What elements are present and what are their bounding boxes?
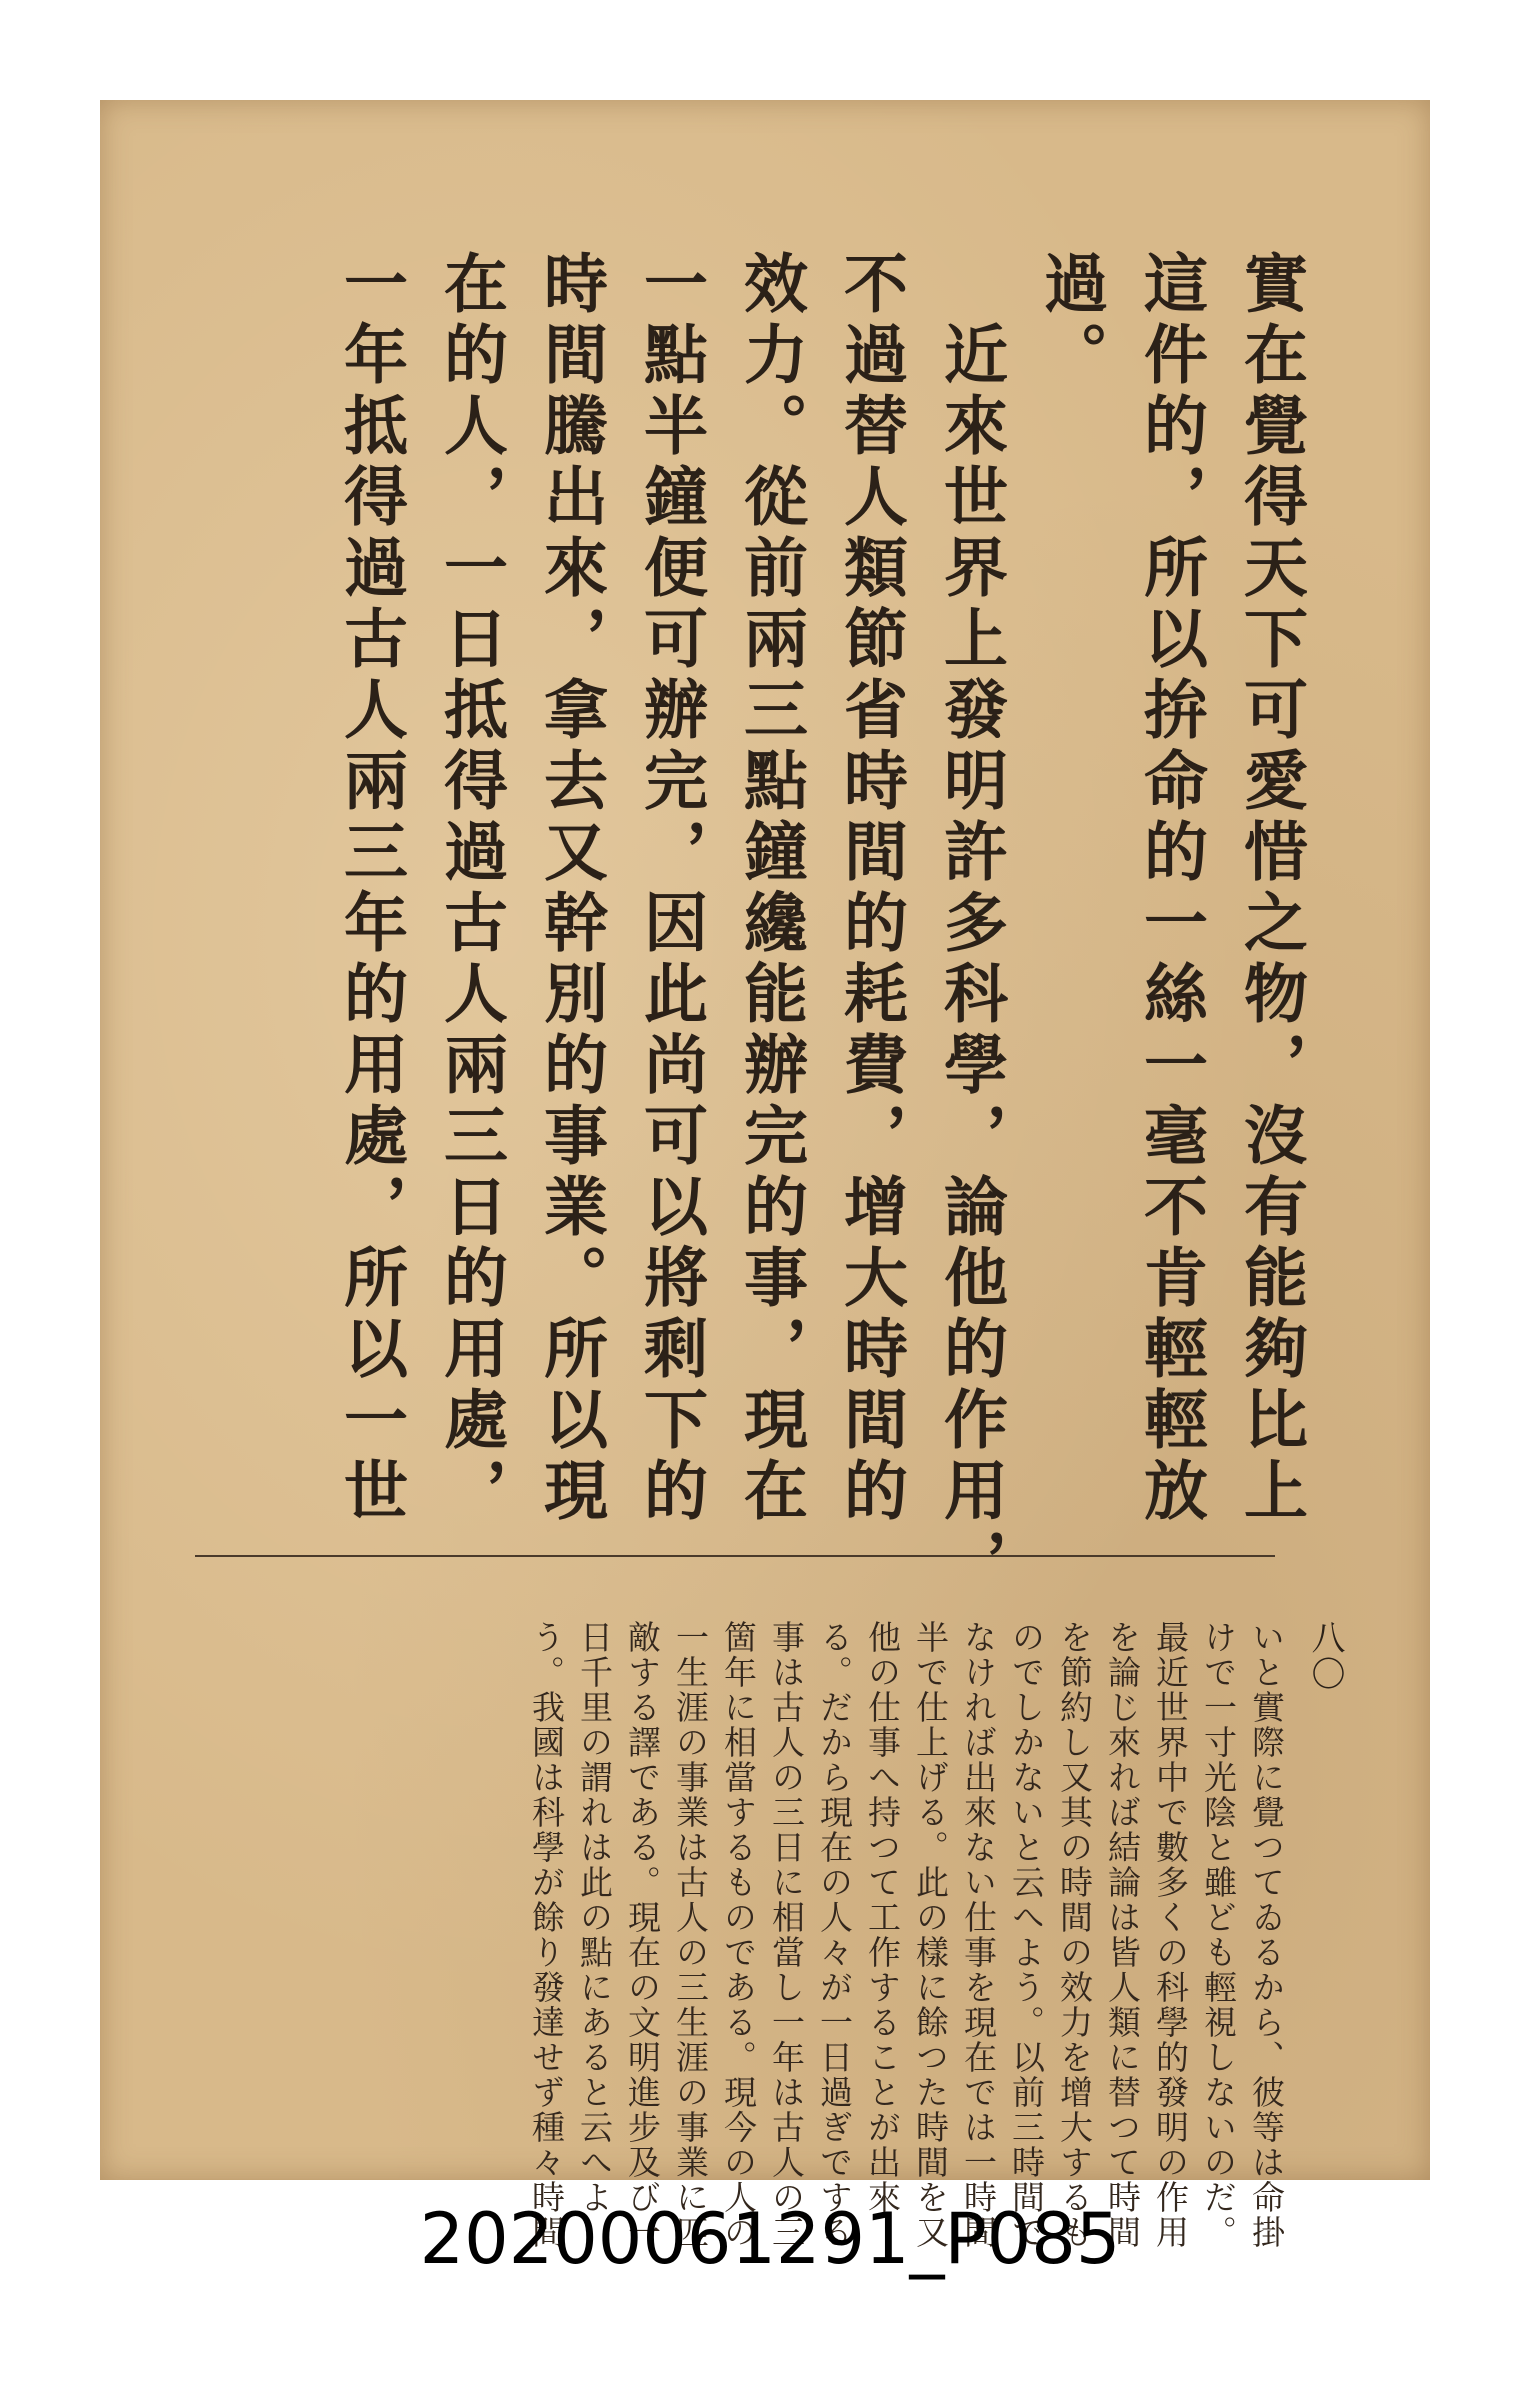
text-column: 效力。從前兩三點鐘纔能辦完的事，現在 bbox=[733, 250, 808, 1528]
divider-rule bbox=[195, 1555, 1275, 1557]
text-column: 一點半鐘便可辦完，因此尚可以將剩下的 bbox=[633, 250, 708, 1528]
translation-column: 一生涯の事業は古人の三生涯の事業に匹 bbox=[671, 1620, 710, 2250]
text-column: 一年抵得過古人兩三年的用處，所以一世 bbox=[333, 250, 408, 1528]
text-column: 過。 bbox=[1033, 250, 1108, 392]
image-caption: 20200061291_P085 bbox=[419, 2198, 1121, 2280]
translation-column: を論じ來れば結論は皆人類に替つて時間 bbox=[1103, 1620, 1142, 2250]
translation-column: 箇年に相當するものである。現今の人の bbox=[719, 1620, 758, 2250]
text-column: 在的人，一日抵得過古人兩三日的用處， bbox=[433, 250, 508, 1528]
translation-column: を節約し又其の時間の效力を增大するも bbox=[1055, 1620, 1094, 2250]
page-number: 八〇 bbox=[1305, 1620, 1345, 1692]
text-column: 這件的，所以拚命的一絲一毫不肯輕輕放 bbox=[1133, 250, 1208, 1528]
translation-column: なければ出來ない仕事を現在では一時間 bbox=[959, 1620, 998, 2250]
translation-column: 他の仕事へ持つて工作することが出來 bbox=[863, 1620, 902, 2215]
text-column: 實在覺得天下可愛惜之物，沒有能夠比上 bbox=[1233, 250, 1308, 1528]
translation-column: 最近世界中で數多くの科學的發明の作用 bbox=[1151, 1620, 1190, 2250]
translation-column: けで一寸光陰と雖ども輕視しないのだ。 bbox=[1199, 1620, 1238, 2250]
translation-column: 日千里の謂れは此の點にあると云へよ bbox=[575, 1620, 614, 2215]
translation-column: いと實際に覺つてゐるから、彼等は命掛 bbox=[1247, 1620, 1286, 2250]
translation-column: う。我國は科學が餘り發達せず種々時間 bbox=[527, 1620, 566, 2250]
text-column: 不過替人類節省時間的耗費，增大時間的 bbox=[833, 250, 908, 1528]
main-chinese-text bbox=[210, 250, 1320, 1599]
translation-column: 敵する譯である。現在の文明進步及び一 bbox=[623, 1620, 662, 2250]
text-column: 時間騰出來，拿去又幹別的事業。所以現 bbox=[533, 250, 608, 1528]
translation-column: 半で仕上げる。此の樣に餘つた時間を又 bbox=[911, 1620, 950, 2250]
translation-column: のでしかないと云へよう。以前三時間で bbox=[1007, 1620, 1046, 2250]
text-column: 近來世界上發明許多科學，論他的作用， bbox=[933, 250, 1008, 1599]
translation-column: 事は古人の三日に相當し一年は古人の三 bbox=[767, 1620, 806, 2250]
translation-column: る。だから現在の人々が一日過ぎでする bbox=[815, 1620, 854, 2250]
